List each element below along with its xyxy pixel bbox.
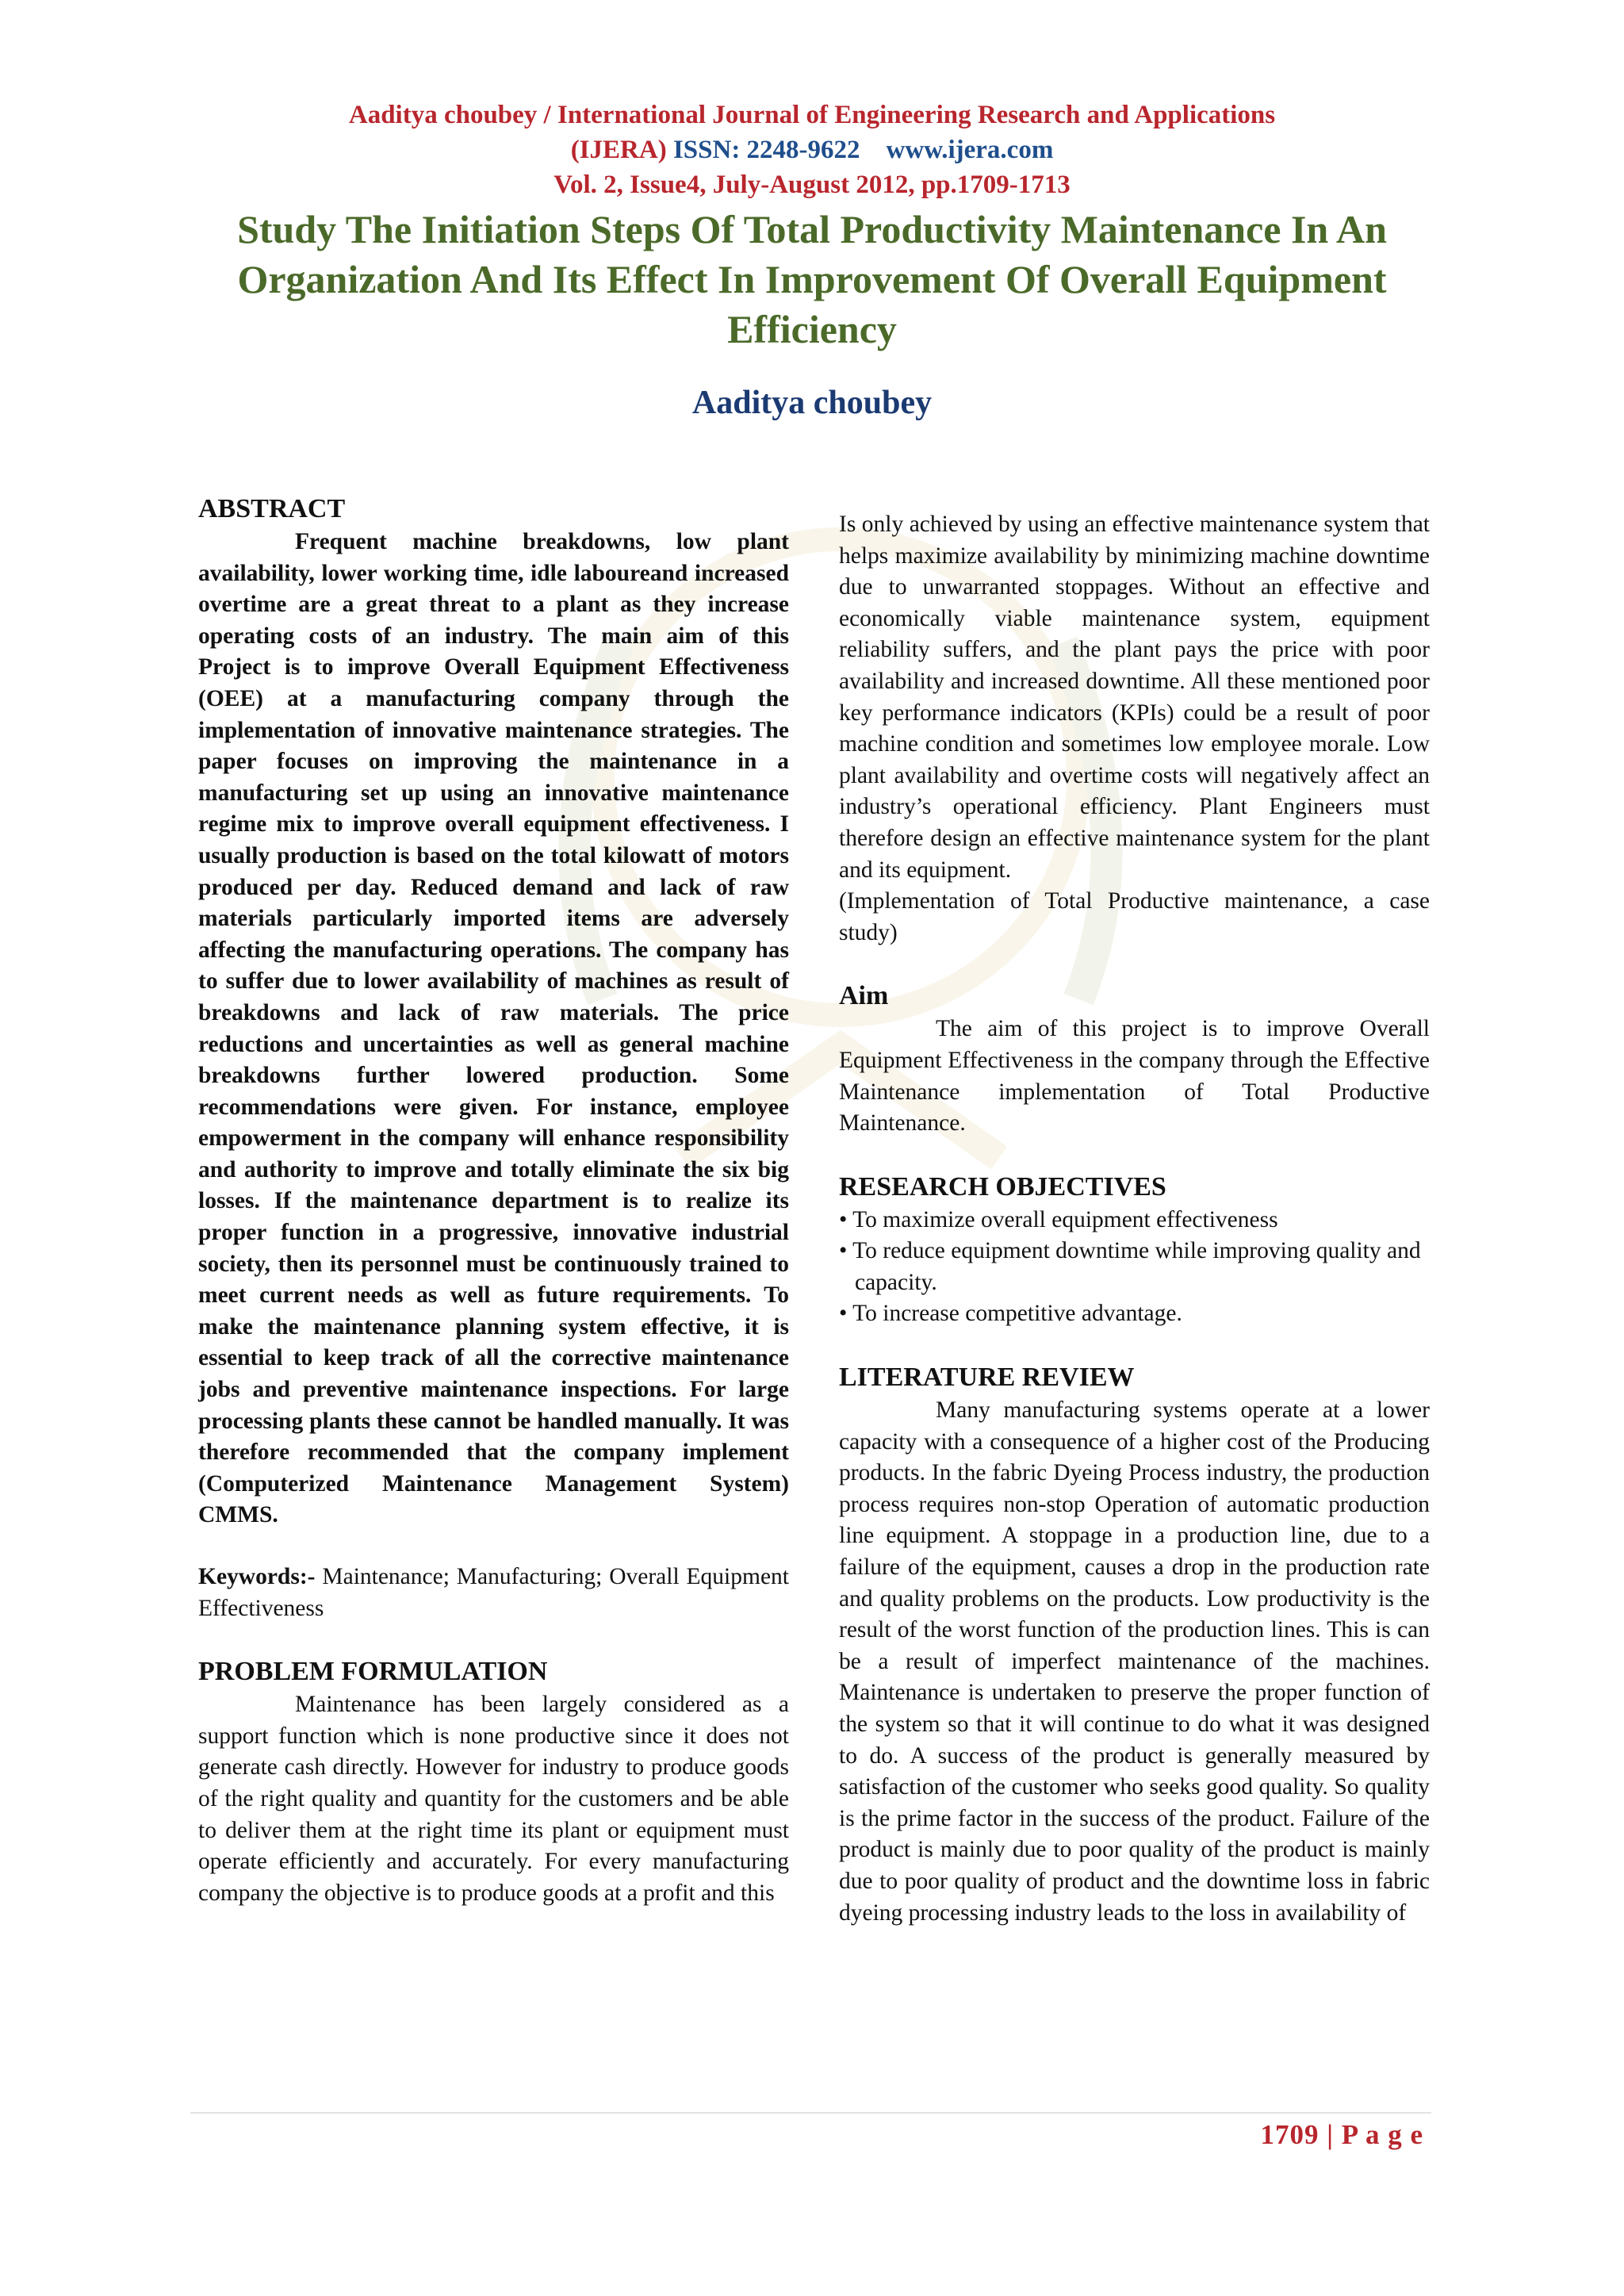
spacer bbox=[839, 949, 1430, 979]
journal-website-link[interactable]: www.ijera.com bbox=[886, 136, 1054, 164]
objective-item: • To increase competitive advantage. bbox=[839, 1301, 1182, 1327]
spacer bbox=[839, 1330, 1430, 1360]
spacer bbox=[839, 492, 1430, 509]
literature-review-text: Many manufacturing systems operate at a lower capacity with a consequence of a higher cost of the Producing products. In the fabric Dyeing Process industry, the production process requires non-stop Operation of automatic production line equipment. A stoppage in a production line, due to a failure of the equipment, causes a drop in the production rate and quality problems on the products. Low productivity is the result of the worst function of the production lines. This is can be a result of imperfect maintenance of the machines. Maintenance is undertaken to preserve the proper function of the system so that it will continue to do what it was designed to do. A success of the product is generally measured by satisfaction of the customer who seeks good quality. So quality is the prime factor in the success of the product. Failure of the product is mainly due to poor quality of the product is mainly due to poor quality of product and the downtime loss in fabric dyeing processing industry leads to the loss in availability of bbox=[839, 1397, 1430, 1926]
keywords-label: Keywords:- bbox=[198, 1564, 316, 1589]
page-number: 1709 | P a g e bbox=[1260, 2119, 1423, 2150]
problem-formulation-text: Maintenance has been largely considered as a support function which is none productive since it does not generate cash directly. However for industry to produce goods of the right quality and quantity for the customers and be able to deliver them at the right time its plant or equipment must operate efficiently and accurately. For every manufacturing company the objective is to produce goods at a profit and this bbox=[198, 1692, 789, 1906]
spacer bbox=[198, 1624, 789, 1654]
journal-abbrev: (IJERA) bbox=[570, 136, 667, 164]
intro-citation: (Implementation of Total Productive maintenance, a case study) bbox=[839, 888, 1430, 945]
left-column bbox=[198, 492, 789, 1909]
paper-title: Study The Initiation Steps Of Total Productivity Maintenance In An Organization And Its Effect In Improvement Of Overall Equipment Efficiency bbox=[237, 207, 1387, 351]
abstract-text: Frequent machine breakdowns, low plant availability, lower working time, idle laboureand increased overtime are a great threat to a plant as they increase operating costs of an industry. The main aim of this Project is to improve Overall Equipment Effectiveness (OEE) at a manufacturing company through the implementation of innovative maintenance strategies. The paper focuses on improving the maintenance in a manufacturing set up using an innovative maintenance regime mix to improve overall equipment effectiveness. I usually production is based on the total kilowatt of motors produced per day. Reduced demand and lack of raw materials particularly imported items are adversely affecting the manufacturing operations. The company has to suffer due to lower availability of machines as result of breakdowns and lack of raw materials. The price reductions and uncertainties as well as general machine breakdowns further lowered production. Some recommendations were given. For instance, employee empowerment in the company will enhance responsibility and authority to improve and totally eliminate the six big losses. If the maintenance department is to realize its proper function in a progressive, innovative industrial society, then its personnel must be continuously trained to meet current needs as well as future requirements. To make the maintenance planning system effective, it is essential to keep track of all the corrective maintenance jobs and preventive maintenance inspections. For large processing plants these cannot be handled manually. It was therefore recommended that the company implement (Computerized Maintenance Management System) CMMS. bbox=[198, 529, 789, 1528]
journal-header-line2 bbox=[0, 133, 1624, 167]
problem-formulation-heading: PROBLEM FORMULATION bbox=[198, 1657, 548, 1687]
keywords bbox=[198, 1562, 789, 1624]
journal-header-line1: Aaditya choubey / International Journal of Engineering Research and Applications bbox=[348, 101, 1276, 129]
keywords-text: Maintenance; Manufacturing; Overall Equipment Effectiveness bbox=[198, 1564, 789, 1621]
journal-issn: ISSN: 2248-9622 bbox=[672, 136, 860, 164]
abstract-heading: ABSTRACT bbox=[198, 494, 346, 523]
research-objectives-heading: RESEARCH OBJECTIVES bbox=[839, 1171, 1166, 1202]
journal-header-volume: Vol. 2, Issue4, July-August 2012, pp.1709-1713 bbox=[553, 171, 1071, 199]
aim-heading: Aim bbox=[839, 981, 889, 1011]
intro-continued-text: Is only achieved by using an effective maintenance system that helps maximize availability by minimizing machine downtime due to unwarranted stoppages. Without an effective and economically viable maintenance system, equipment reliability suffers, and the plant pays the price with poor availability and increased downtime. All these mentioned poor key performance indicators (KPIs) could be a result of poor machine condition and sometimes low employee morale. Low plant availability and overtime costs will negatively affect an industry’s operational efficiency. Plant Engineers must therefore design an effective maintenance system for the plant and its equipment. bbox=[839, 512, 1430, 883]
objective-item: • To maximize overall equipment effectiveness bbox=[839, 1206, 1278, 1232]
objective-item: • To reduce equipment downtime while improving quality and capacity. bbox=[839, 1238, 1421, 1295]
objectives-list bbox=[839, 1205, 1430, 1330]
footer-divider bbox=[190, 2112, 1431, 2114]
spacer bbox=[839, 1140, 1430, 1170]
paper-author: Aaditya choubey bbox=[691, 385, 933, 421]
literature-review-heading: LITERATURE REVIEW bbox=[839, 1363, 1135, 1393]
aim-text: The aim of this project is to improve Overall Equipment Effectiveness in the company through the Effective Maintenance implementation of Total Productive Maintenance. bbox=[839, 1016, 1430, 1137]
right-column bbox=[839, 492, 1430, 1929]
spacer bbox=[198, 1531, 789, 1562]
